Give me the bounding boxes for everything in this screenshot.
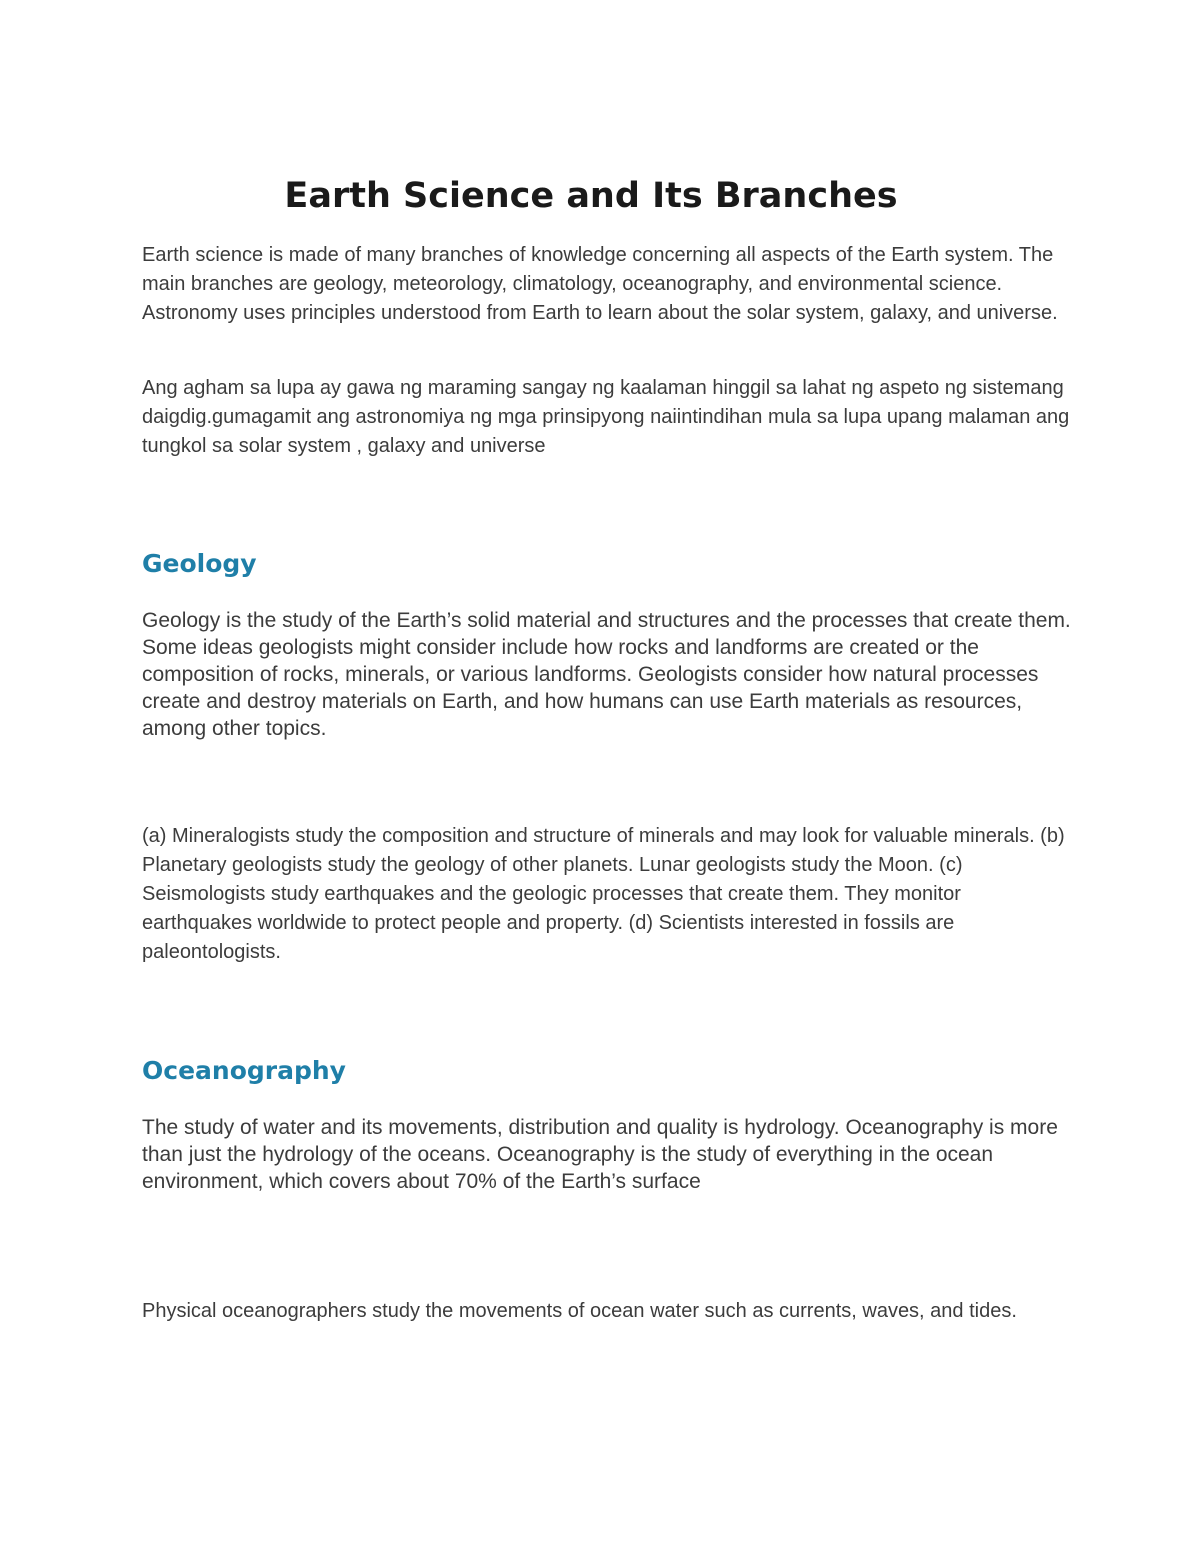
page-title: Earth Science and Its Branches xyxy=(284,176,898,216)
geology-paragraph: Geology is the study of the Earth’s solid material and structures and the processes that create them. Some ideas geologists might consider include how rocks and landforms are created or the composition of rocks, minerals, or various landforms. Geologists consider how natural processes create and destroy materials on Earth, and how humans can use Earth materials as resources, among other topics. xyxy=(142,609,1071,740)
intro-tagalog-paragraph: Ang agham sa lupa ay gawa ng maraming sangay ng kaalaman hinggil sa lahat ng aspeto ng sistemang daigdig.gumagamit ang astronomiya ng mga prinsipyong naiintindihan mula sa lupa upang malaman ang tungkol sa solar system , galaxy and universe xyxy=(142,377,1070,457)
section-heading-geology: Geology xyxy=(142,549,257,578)
oceanography-paragraph: The study of water and its movements, distribution and quality is hydrology. Oceanography is more than just the hydrology of the oceans. Oceanography is the study of everything in the ocean environment, which covers about 70% of the Earth’s surface xyxy=(142,1116,1058,1193)
intro-paragraph: Earth science is made of many branches of knowledge concerning all aspects of the Earth system. The main branches are geology, meteorology, climatology, oceanography, and environmental science. Astronomy uses principles understood from Earth to learn about the solar system, galaxy, and universe. xyxy=(142,244,1058,324)
geology-caption-paragraph: (a) Mineralogists study the composition and structure of minerals and may look for valuable minerals. (b) Planetary geologists study the geology of other planets. Lunar geologists study the Moon. (c) Seismologists study earthquakes and the geologic processes that create them. They monitor earthquakes worldwide to protect people and property. (d) Scientists interested in fossils are paleontologists. xyxy=(142,825,1065,963)
section-heading-oceanography: Oceanography xyxy=(142,1056,346,1085)
oceanography-caption-paragraph: Physical oceanographers study the movements of ocean water such as currents, waves, and tides. xyxy=(142,1300,1017,1322)
